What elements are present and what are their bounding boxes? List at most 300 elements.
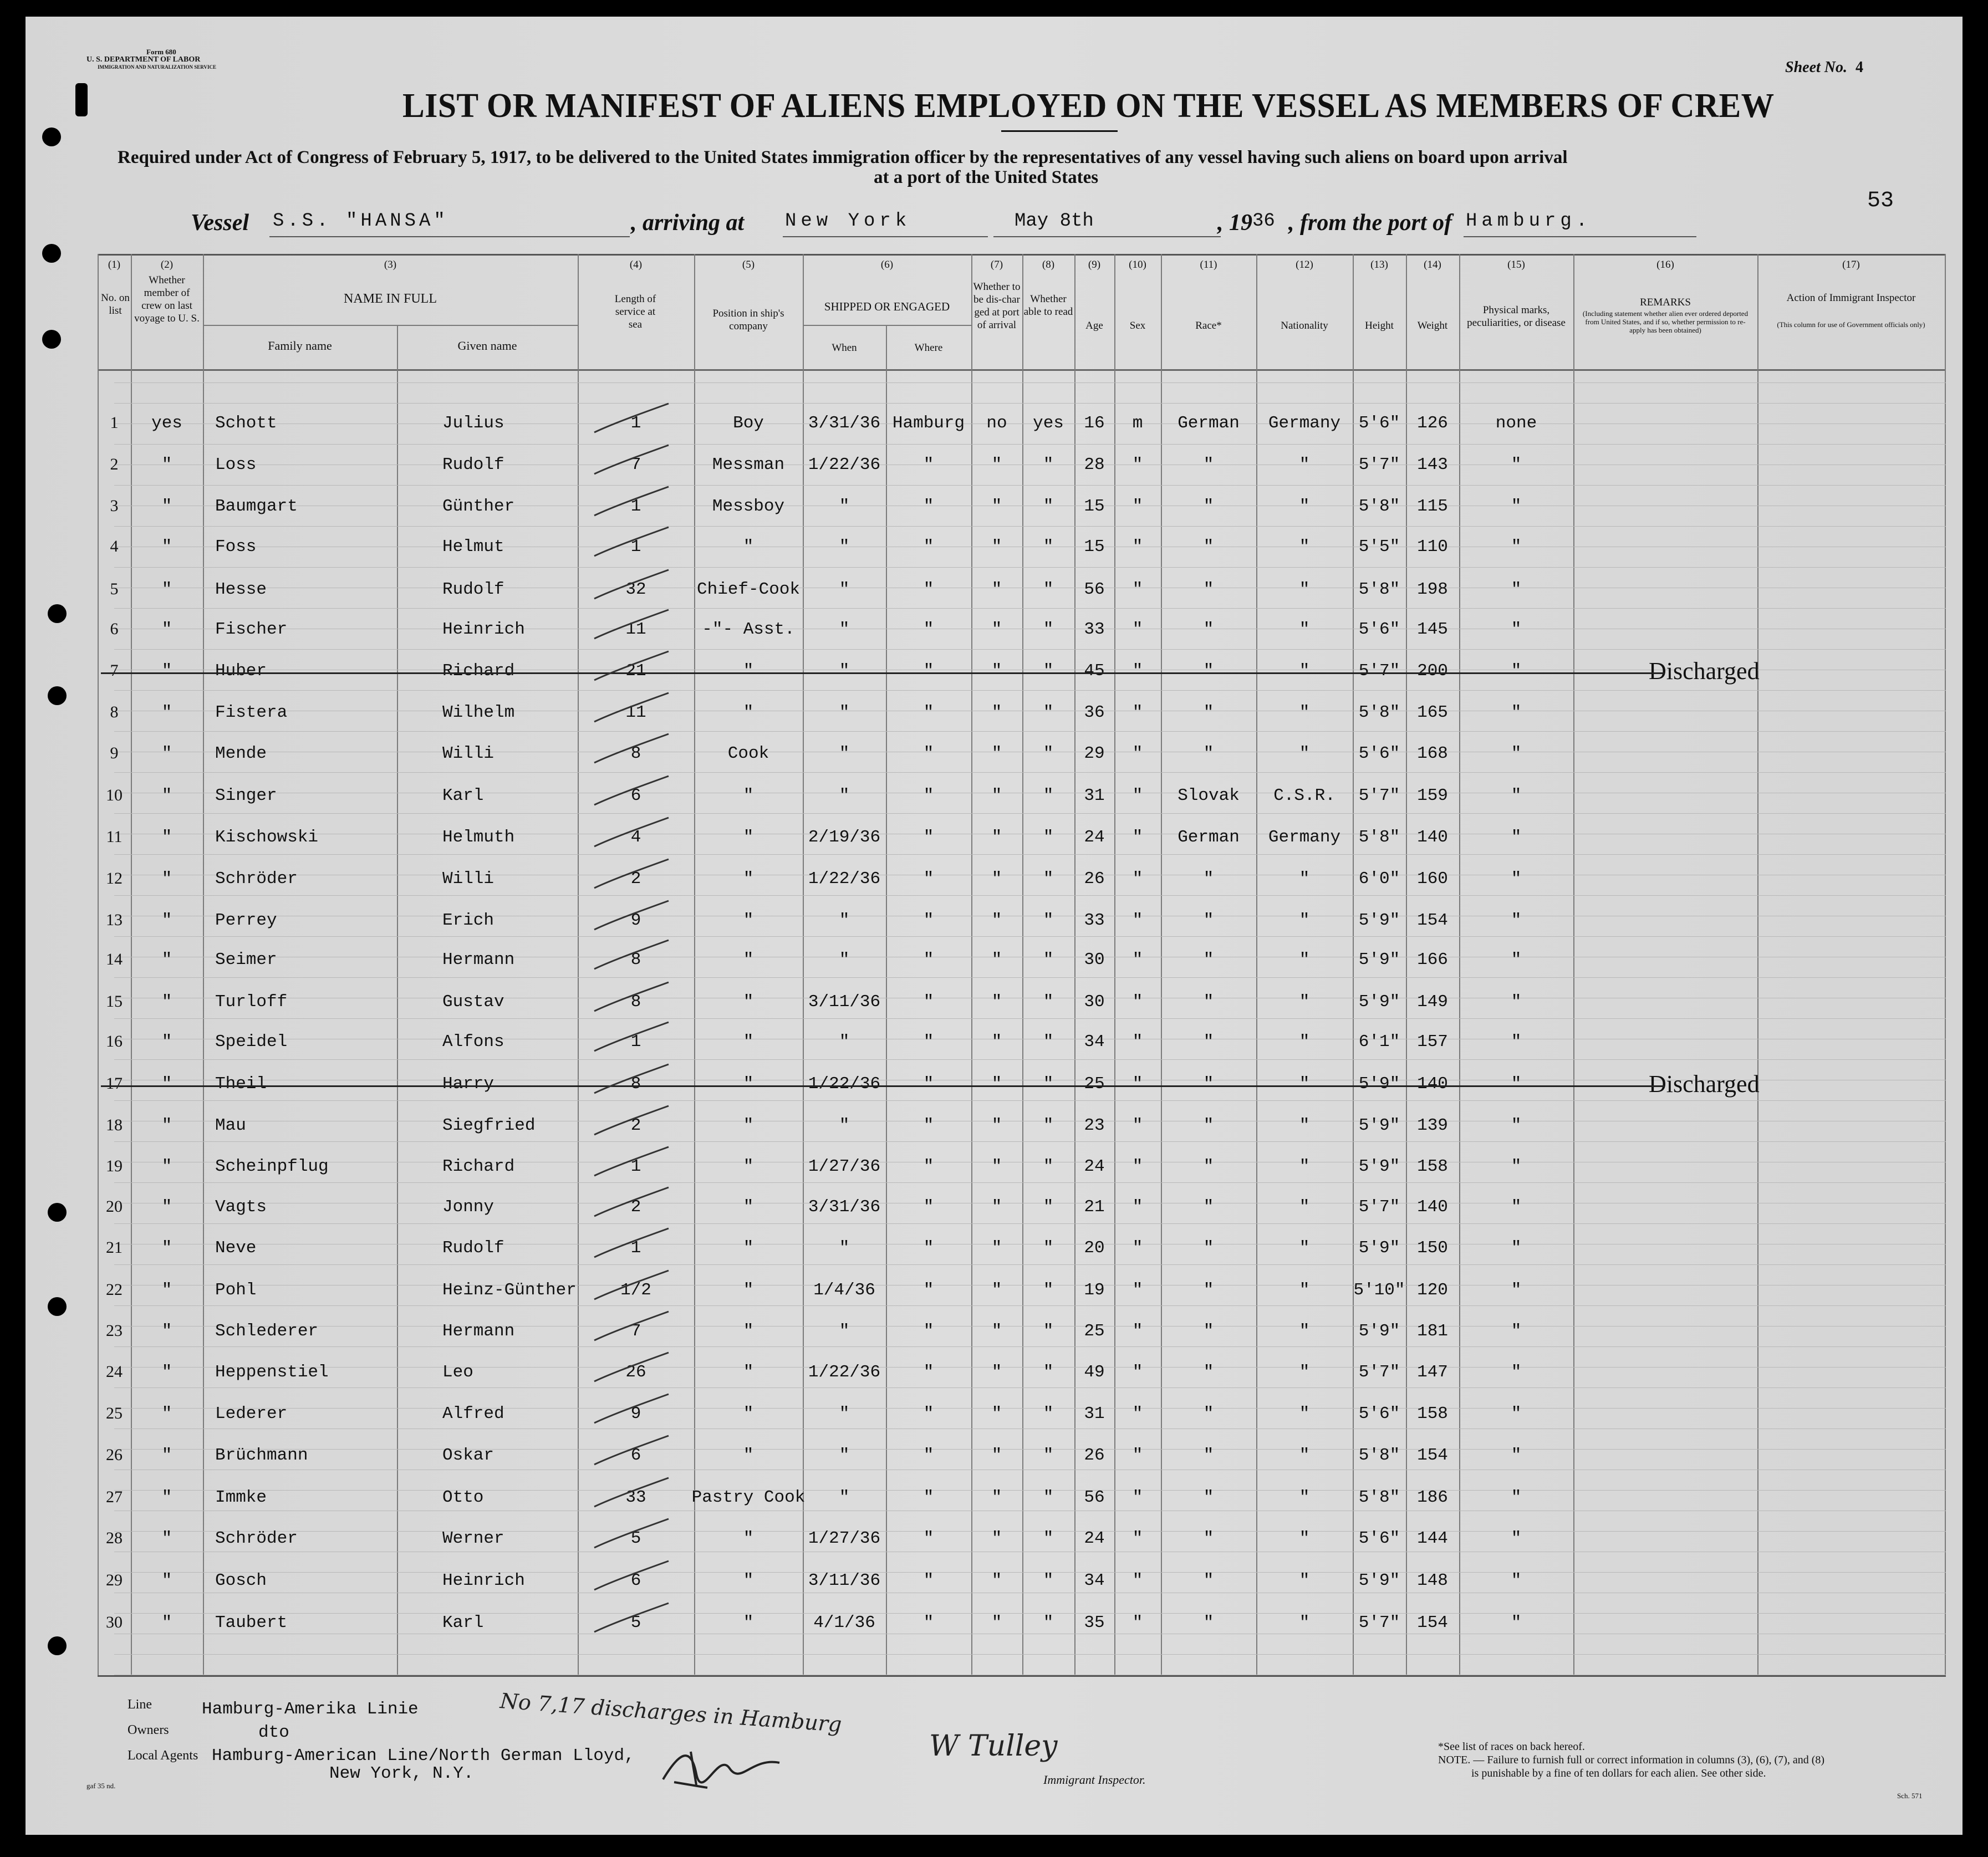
arrival-port: New York — [785, 211, 911, 232]
cell-weight: 154 — [1417, 1613, 1448, 1632]
table-bottom-rule — [98, 1675, 1946, 1677]
cell-where: " — [923, 1571, 934, 1590]
cell-family: Lederer — [215, 1404, 288, 1424]
cell-family: Schröder — [215, 869, 298, 889]
column-line — [1074, 254, 1075, 1675]
check-mark — [591, 1476, 674, 1514]
cell-no: 18 — [106, 1116, 123, 1134]
cell-crew: " — [161, 1571, 172, 1590]
cell-service: 6 — [630, 1571, 641, 1590]
cell-given: Alfons — [442, 1032, 504, 1052]
col-5-number: (5) — [742, 259, 755, 271]
cell-sex: " — [1132, 1571, 1143, 1590]
cell-read: " — [1043, 537, 1054, 557]
agents-label: Local Agents — [128, 1748, 198, 1763]
cell-race: " — [1203, 1074, 1214, 1094]
cell-service: 11 — [625, 703, 646, 722]
ruled-line — [114, 608, 1946, 609]
cell-where: " — [923, 786, 934, 805]
cell-height: 5'7" — [1358, 1363, 1400, 1382]
cell-no: 7 — [110, 661, 119, 680]
cell-nat: " — [1299, 455, 1310, 475]
cell-height: 5'8" — [1358, 497, 1400, 516]
cell-read: " — [1043, 1238, 1054, 1258]
cell-sex: " — [1132, 992, 1143, 1012]
cell-age: 20 — [1084, 1238, 1105, 1258]
cell-marks: " — [1511, 1363, 1522, 1382]
cell-dis: " — [991, 497, 1002, 516]
cell-family: Mende — [215, 744, 267, 763]
cell-sex: " — [1132, 1197, 1143, 1217]
handwritten-discharge-note: No 7,17 discharges in Hamburg — [499, 1688, 843, 1737]
strike-through-line — [101, 672, 1664, 674]
col-7-number: (7) — [990, 259, 1003, 271]
cell-read: " — [1043, 1363, 1054, 1382]
cell-service: 1 — [630, 537, 641, 557]
col-8-header: Whether able to read — [1023, 293, 1073, 318]
cell-no: 25 — [106, 1404, 123, 1422]
ruled-line — [114, 813, 1946, 814]
cell-when: " — [839, 1116, 850, 1135]
column-line — [803, 254, 804, 1675]
cell-service: 6 — [630, 1446, 641, 1465]
column-line — [397, 325, 398, 1675]
cell-nat: " — [1299, 1197, 1310, 1217]
cell-weight: 115 — [1417, 497, 1448, 516]
cell-nat: " — [1299, 537, 1310, 557]
col-6b-header: Where — [914, 342, 943, 354]
cell-family: Seimer — [215, 950, 277, 970]
cell-sex: " — [1132, 1404, 1143, 1424]
cell-dis: " — [991, 455, 1002, 475]
cell-nat: " — [1299, 1571, 1310, 1590]
cell-nat: C.S.R. — [1273, 786, 1335, 805]
check-mark — [591, 1350, 674, 1389]
cell-age: 28 — [1084, 455, 1105, 475]
check-mark — [591, 691, 674, 729]
cell-nat: " — [1299, 1116, 1310, 1135]
cell-given: Richard — [442, 1157, 515, 1176]
cell-race: " — [1203, 620, 1214, 639]
cell-read: " — [1043, 950, 1054, 970]
cell-given: Alfred — [442, 1404, 504, 1424]
cell-marks: " — [1511, 1197, 1522, 1217]
cell-sex: " — [1132, 455, 1143, 475]
column-line — [886, 325, 887, 1675]
cell-where: " — [923, 1074, 934, 1094]
cell-read: " — [1043, 1116, 1054, 1135]
cell-race: " — [1203, 1322, 1214, 1341]
cell-when: " — [839, 744, 850, 763]
department-label: U. S. DEPARTMENT OF LABOR — [86, 55, 201, 64]
cell-height: 5'8" — [1358, 703, 1400, 722]
cell-read: " — [1043, 497, 1054, 516]
cell-height: 5'9" — [1358, 1322, 1400, 1341]
cell-position: " — [743, 537, 754, 557]
cell-race: " — [1203, 869, 1214, 889]
check-mark — [591, 568, 674, 606]
check-mark — [591, 857, 674, 896]
cell-given: Heinrich — [442, 1571, 525, 1590]
cell-family: Brüchmann — [215, 1446, 308, 1465]
cell-read: " — [1043, 1404, 1054, 1424]
ruled-line — [114, 1141, 1946, 1142]
cell-when: 1/4/36 — [813, 1280, 875, 1300]
cell-weight: 139 — [1417, 1116, 1448, 1135]
cell-read: " — [1043, 828, 1054, 847]
cell-age: 19 — [1084, 1280, 1105, 1300]
cell-crew: " — [161, 703, 172, 722]
check-mark — [591, 1062, 674, 1101]
cell-read: " — [1043, 1488, 1054, 1507]
cell-where: " — [923, 1116, 934, 1135]
check-mark — [591, 608, 674, 646]
cell-race: " — [1203, 703, 1214, 722]
cell-when: " — [839, 911, 850, 930]
arrival-date: May 8th — [1015, 211, 1094, 232]
binder-hole — [75, 83, 88, 116]
cell-family: Kischowski — [215, 828, 319, 847]
cell-when: 3/31/36 — [808, 1197, 881, 1217]
cell-dis: " — [991, 992, 1002, 1012]
cell-height: 5'7" — [1358, 1197, 1400, 1217]
cell-weight: 140 — [1417, 828, 1448, 847]
cell-when: 2/19/36 — [808, 828, 881, 847]
cell-read: " — [1043, 620, 1054, 639]
cell-family: Baumgart — [215, 497, 298, 516]
cell-weight: 144 — [1417, 1529, 1448, 1548]
cell-given: Julius — [442, 414, 504, 433]
col-15-header: Physical marks, peculiarities, or disease — [1467, 304, 1566, 329]
cell-when: 3/31/36 — [808, 414, 881, 433]
line-value: Hamburg-Amerika Linie — [202, 1700, 419, 1719]
col-2-number: (2) — [160, 259, 174, 271]
cell-where: " — [923, 661, 934, 681]
cell-crew: " — [161, 744, 172, 763]
cell-family: Loss — [215, 455, 257, 475]
cell-dis: " — [991, 620, 1002, 639]
cell-position: " — [743, 992, 754, 1012]
cell-race: " — [1203, 1032, 1214, 1052]
cell-where: " — [923, 992, 934, 1012]
cell-position: " — [743, 1197, 754, 1217]
cell-family: Foss — [215, 537, 257, 557]
cell-where: Hamburg — [892, 414, 965, 433]
cell-nat: Germany — [1268, 414, 1341, 433]
col-3-number: (3) — [384, 259, 397, 271]
check-mark — [591, 1268, 674, 1307]
cell-given: Wilhelm — [442, 703, 515, 722]
cell-where: " — [923, 1363, 934, 1382]
cell-nat: " — [1299, 1032, 1310, 1052]
cell-race: " — [1203, 911, 1214, 930]
owners-value: dto — [258, 1723, 289, 1742]
cell-sex: " — [1132, 786, 1143, 805]
cell-where: " — [923, 828, 934, 847]
cell-read: " — [1043, 786, 1054, 805]
column-line — [1256, 254, 1257, 1675]
cell-position: Chief-Cook — [696, 580, 801, 599]
cell-race: " — [1203, 497, 1214, 516]
col-3b-header: Given name — [457, 339, 517, 353]
cell-nat: " — [1299, 1280, 1310, 1300]
schedule-code: Sch. 571 — [1897, 1792, 1923, 1800]
departure-port: Hamburg. — [1466, 211, 1592, 232]
page-stamp: 53 — [1867, 188, 1894, 213]
cell-read: " — [1043, 869, 1054, 889]
cell-read: " — [1043, 1322, 1054, 1341]
cell-weight: 147 — [1417, 1363, 1448, 1382]
cell-sex: " — [1132, 1157, 1143, 1176]
date-underline — [993, 236, 1221, 237]
cell-where: " — [923, 869, 934, 889]
cell-read: " — [1043, 744, 1054, 763]
cell-when: " — [839, 786, 850, 805]
cell-dis: " — [991, 786, 1002, 805]
cell-service: 2 — [630, 869, 641, 889]
cell-marks: " — [1511, 1488, 1522, 1507]
cell-position: Messman — [712, 455, 785, 475]
cell-service: 6 — [630, 786, 641, 805]
cell-marks: " — [1511, 1032, 1522, 1052]
cell-weight: 148 — [1417, 1571, 1448, 1590]
col-6-number: (6) — [880, 259, 894, 271]
cell-read: " — [1043, 661, 1054, 681]
check-mark — [591, 774, 674, 813]
cell-age: 45 — [1084, 661, 1105, 681]
cell-dis: no — [986, 414, 1007, 433]
binder-hole — [48, 1203, 67, 1222]
cell-crew: " — [161, 497, 172, 516]
owners-label: Owners — [128, 1723, 169, 1737]
cell-age: 31 — [1084, 1404, 1105, 1424]
cell-service: 4 — [630, 828, 641, 847]
cell-read: " — [1043, 1032, 1054, 1052]
cell-read: " — [1043, 1280, 1054, 1300]
cell-read: " — [1043, 1157, 1054, 1176]
cell-no: 9 — [110, 744, 119, 762]
cell-marks: " — [1511, 455, 1522, 475]
cell-race: " — [1203, 661, 1214, 681]
cell-race: German — [1177, 828, 1240, 847]
cell-race: " — [1203, 1404, 1214, 1424]
binder-hole — [48, 604, 67, 623]
column-line — [578, 254, 579, 1675]
column-line — [1573, 254, 1574, 1675]
cell-age: 33 — [1084, 911, 1105, 930]
cell-weight: 140 — [1417, 1074, 1448, 1094]
cell-marks: " — [1511, 911, 1522, 930]
cell-race: " — [1203, 1238, 1214, 1258]
cell-marks: " — [1511, 1446, 1522, 1465]
cell-marks: " — [1511, 497, 1522, 516]
cell-race: " — [1203, 537, 1214, 557]
cell-family: Schlederer — [215, 1322, 319, 1341]
cell-age: 26 — [1084, 1446, 1105, 1465]
cell-marks: " — [1511, 786, 1522, 805]
cell-sex: " — [1132, 1032, 1143, 1052]
binder-hole — [42, 330, 61, 349]
cell-when: " — [839, 950, 850, 970]
cell-height: 5'9" — [1358, 1116, 1400, 1135]
cell-height: 5'8" — [1358, 580, 1400, 599]
column-line — [1406, 254, 1407, 1675]
cell-nat: " — [1299, 869, 1310, 889]
cell-marks: " — [1511, 869, 1522, 889]
cell-where: " — [923, 911, 934, 930]
cell-race: Slovak — [1177, 786, 1240, 805]
col-5-header: Position in ship's company — [712, 308, 784, 332]
ruled-line — [114, 936, 1946, 937]
col-17-subheader: (This column for use of Government officials only) — [1777, 320, 1925, 329]
cell-given: Leo — [442, 1363, 473, 1382]
ruled-line — [114, 403, 1946, 404]
cell-marks: " — [1511, 1116, 1522, 1135]
cell-dis: " — [991, 828, 1002, 847]
col-12-number: (12) — [1296, 259, 1313, 271]
strike-through-line — [101, 1085, 1664, 1087]
cell-height: 5'7" — [1358, 661, 1400, 681]
inspector-label: Immigrant Inspector. — [1043, 1773, 1146, 1787]
agents-line-1: Hamburg-American Line/North German Lloyd, — [212, 1746, 635, 1766]
cell-crew: " — [161, 1157, 172, 1176]
check-mark — [591, 1185, 674, 1224]
cell-height: 5'9" — [1358, 1074, 1400, 1094]
col-6a-header: When — [832, 342, 857, 354]
cell-marks: " — [1511, 580, 1522, 599]
cell-service: 1 — [630, 1157, 641, 1176]
cell-dis: " — [991, 1404, 1002, 1424]
cell-height: 5'9" — [1358, 911, 1400, 930]
cell-weight: 154 — [1417, 911, 1448, 930]
cell-age: 29 — [1084, 744, 1105, 763]
cell-height: 5'7" — [1358, 1613, 1400, 1632]
check-mark — [591, 1559, 674, 1598]
col-10-number: (10) — [1129, 259, 1146, 271]
check-mark — [591, 1020, 674, 1059]
check-mark — [591, 815, 674, 854]
cell-service: 7 — [630, 455, 641, 475]
cell-weight: 166 — [1417, 950, 1448, 970]
col-4-number: (4) — [629, 259, 643, 271]
cell-no: 24 — [106, 1363, 123, 1381]
cell-crew: " — [161, 580, 172, 599]
cell-race: " — [1203, 744, 1214, 763]
cell-where: " — [923, 1280, 934, 1300]
cell-no: 28 — [106, 1529, 123, 1547]
vessel-name: S.S. "HANSA" — [273, 211, 448, 232]
check-mark — [591, 1517, 674, 1555]
cell-nat: " — [1299, 1363, 1310, 1382]
cell-nat: " — [1299, 744, 1310, 763]
cell-nat: " — [1299, 703, 1310, 722]
inspector-signature: W Tulley — [929, 1730, 1058, 1763]
cell-sex: " — [1132, 1613, 1143, 1632]
cell-given: Rudolf — [442, 580, 504, 599]
manifest-sheet — [26, 17, 1962, 1835]
col-16-number: (16) — [1656, 259, 1674, 271]
ruled-line — [114, 1326, 1946, 1327]
cell-position: " — [743, 1074, 754, 1094]
cell-where: " — [923, 1529, 934, 1548]
col-10-header: Sex — [1129, 320, 1146, 331]
cell-marks: " — [1511, 537, 1522, 557]
cell-crew: " — [161, 911, 172, 930]
cell-no: 23 — [106, 1322, 123, 1340]
cell-position: " — [743, 1032, 754, 1052]
cell-marks: " — [1511, 661, 1522, 681]
cell-where: " — [923, 620, 934, 639]
cell-weight: 160 — [1417, 869, 1448, 889]
cell-service: 32 — [625, 580, 646, 599]
cell-read: " — [1043, 911, 1054, 930]
cell-position: " — [743, 869, 754, 889]
cell-where: " — [923, 744, 934, 763]
cell-no: 10 — [106, 786, 123, 804]
cell-dis: " — [991, 1613, 1002, 1632]
col-3a-header: Family name — [268, 339, 332, 353]
cell-sex: " — [1132, 661, 1143, 681]
column-line — [1945, 254, 1946, 1675]
cell-given: Heinz-Günther — [442, 1280, 577, 1300]
ruled-line — [114, 1305, 1946, 1306]
cell-family: Turloff — [215, 992, 288, 1012]
col-17-number: (17) — [1842, 259, 1860, 271]
from-port-label: , from the port of — [1288, 210, 1452, 236]
cell-nat: Germany — [1268, 828, 1341, 847]
cell-no: 11 — [106, 828, 123, 846]
cell-given: Gustav — [442, 992, 504, 1012]
cell-read: " — [1043, 580, 1054, 599]
cell-age: 30 — [1084, 950, 1105, 970]
cell-no: 1 — [110, 414, 119, 432]
cell-height: 5'10" — [1353, 1280, 1405, 1300]
ruled-line — [114, 382, 1946, 383]
cell-service: 5 — [630, 1529, 641, 1548]
col-7-header: Whether to be dis-charged at port of arrival — [973, 281, 1021, 331]
cell-where: " — [923, 1404, 934, 1424]
binder-hole — [48, 1297, 67, 1316]
cell-marks: " — [1511, 1404, 1522, 1424]
cell-height: 5'9" — [1358, 1238, 1400, 1258]
cell-family: Scheinpflug — [215, 1157, 329, 1176]
cell-service: 1 — [630, 1032, 641, 1052]
cell-crew: " — [161, 661, 172, 681]
cell-dis: " — [991, 580, 1002, 599]
ruled-line — [114, 444, 1946, 445]
cell-dis: " — [991, 1280, 1002, 1300]
cell-race: " — [1203, 1571, 1214, 1590]
cell-sex: " — [1132, 537, 1143, 557]
check-mark — [591, 732, 674, 771]
cell-weight: 158 — [1417, 1157, 1448, 1176]
cell-sex: " — [1132, 1322, 1143, 1341]
col-12-header: Nationality — [1281, 320, 1328, 331]
form-number: Form 680 — [146, 48, 176, 56]
cell-read: " — [1043, 1074, 1054, 1094]
col-11-header: Race* — [1195, 320, 1222, 331]
cell-service: 26 — [625, 1363, 646, 1382]
cell-height: 5'6" — [1358, 414, 1400, 433]
cell-marks: " — [1511, 992, 1522, 1012]
cell-no: 13 — [106, 911, 123, 929]
cell-no: 8 — [110, 703, 119, 721]
cell-read: " — [1043, 1446, 1054, 1465]
cell-service: 8 — [630, 1074, 641, 1094]
cell-service: 1 — [630, 497, 641, 516]
cell-family: Immke — [215, 1488, 267, 1507]
penalty-note-1: NOTE. — Failure to furnish full or correct information in columns (3), (6), (7), and (8) — [1438, 1754, 1825, 1766]
